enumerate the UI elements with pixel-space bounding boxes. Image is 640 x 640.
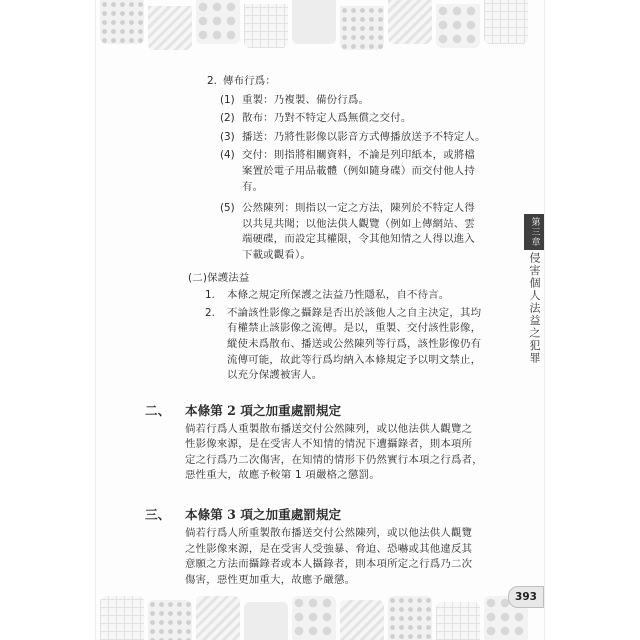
item-number: 2.: [205, 306, 215, 319]
section-paragraph: [155, 526, 490, 588]
text-line: 倘若行爲人重製散布播送交付公然陳列，或以他法供人觀覽之: [185, 422, 473, 435]
pattern-tile: [436, 602, 480, 640]
list-item: [155, 111, 490, 127]
item-text: 散布：乃對不特定人爲無償之交付。: [242, 112, 412, 125]
section-title: 本條第 2 項之加重處罰規定: [185, 402, 342, 418]
item-text: [227, 306, 490, 384]
subsection-heading: (二)保護法益: [188, 271, 250, 284]
item-number: (2): [220, 112, 235, 125]
pattern-tile: [388, 596, 432, 640]
pattern-tile: [196, 0, 240, 44]
item-text: 重製：乃複製、備份行爲。: [242, 93, 370, 106]
item-number: 1.: [205, 289, 215, 302]
item-text: 播送：乃將性影像以影音方式傳播放送予不特定人。: [242, 130, 486, 143]
text-line: 定之行爲乃二次傷害，在知情的情形下仍然實行本項之行爲者，: [185, 453, 483, 466]
text-line: 縱使未爲散布、播送或公然陳列等行爲，該性影像仍有: [227, 337, 482, 350]
text-line: 有。: [242, 180, 264, 193]
page-body: [145, 74, 490, 588]
pattern-tile: [196, 596, 240, 640]
text-line: 以充分保護被害人。: [227, 369, 323, 382]
text-line: 性影像來源，是在受害人不知情的情況下遭攝錄者，則本項所: [185, 438, 473, 451]
item-text: [242, 148, 490, 195]
pattern-tile: [292, 0, 336, 44]
list-item: [155, 93, 490, 109]
list-item: [155, 306, 490, 384]
text-line: 有權禁止該影像之流傳。是以，重製、交付該性影像，: [227, 322, 482, 335]
item-text: 本條之規定所保護之法益乃性隱私，自不待言。: [227, 289, 450, 302]
text-line: 惡性重大，故應予較第 1 項嚴格之懲罰。: [185, 469, 380, 482]
text-line: 之性影像來源，是在受害人受強暴、脅迫、恐嚇或其他違反其: [185, 542, 473, 555]
list-item: [155, 201, 490, 263]
pattern-tile: [292, 596, 336, 640]
pattern-tile: [100, 0, 144, 44]
list-item: [155, 130, 490, 146]
chapter-tab: 第三章: [524, 214, 544, 250]
paragraph-text: [185, 422, 490, 484]
text-line: 流傳可能，故此等行爲均納入本條規定予以明文禁止，: [227, 353, 482, 366]
section-paragraph: [155, 422, 490, 484]
text-line: 公然陳列：則指以一定之方法，陳列於不特定人得: [242, 202, 475, 215]
text-line: 交付：則指將相關資料，不論是列印紙本，或將檔: [242, 149, 475, 162]
item-number: (1): [220, 93, 235, 106]
item-number: (4): [220, 149, 235, 162]
list-item: [155, 148, 490, 195]
pattern-tile: [244, 4, 288, 48]
item-number: (3): [220, 130, 235, 143]
list-item: [155, 288, 490, 304]
bottom-pattern-band: [96, 580, 544, 640]
heading-protected-interest: [155, 271, 490, 287]
item-number: (5): [220, 202, 235, 215]
text-line: 以共見共聞；以他法供人觀覽（例如上傳網站、雲: [242, 217, 475, 230]
pattern-tile: [340, 6, 384, 50]
section-number: 三、: [145, 507, 171, 523]
pattern-tile: [148, 600, 192, 640]
paragraph-text: [185, 526, 490, 588]
text-line: 不論該性影像之攝錄是否出於該他人之自主決定，其均: [227, 306, 482, 319]
text-line: 意願之方法而攝錄者或本人攝錄者，則本項所定之行爲乃二次: [185, 558, 473, 571]
heading-text: 傳布行爲：: [223, 75, 276, 87]
section-number: 二、: [145, 402, 171, 418]
pattern-tile: [388, 0, 432, 44]
pattern-tile: [244, 602, 288, 640]
text-line: 端硬碟，而設定其權限，令其他知情之人得以進入: [242, 233, 475, 246]
heading-dissemination: [155, 74, 490, 90]
page-number: 393: [508, 586, 544, 608]
section-title: 本條第 3 項之加重處罰規定: [185, 507, 342, 523]
heading-number: 2.: [207, 75, 217, 87]
text-line: 倘若行爲人所重製散布播送交付公然陳列，或以他法供人觀覽: [185, 527, 473, 540]
section-heading-3: [145, 506, 490, 524]
top-pattern-band: [96, 0, 544, 52]
text-line: 下載或觀看）。: [242, 248, 311, 261]
pattern-tile: [148, 6, 192, 50]
text-line: 案置於電子用品載體（例如隨身碟）而交付他人持: [242, 164, 475, 177]
pattern-tile: [484, 0, 528, 44]
pattern-tile: [436, 4, 480, 48]
item-text: [242, 201, 490, 263]
pattern-tile: [340, 600, 384, 640]
chapter-title: 侵害個人法益之犯罪: [528, 252, 541, 365]
section-heading-2: [145, 402, 490, 420]
text-line: 傷害，惡性更加重大，故應予嚴懲。: [185, 573, 356, 586]
pattern-tile: [100, 596, 144, 640]
